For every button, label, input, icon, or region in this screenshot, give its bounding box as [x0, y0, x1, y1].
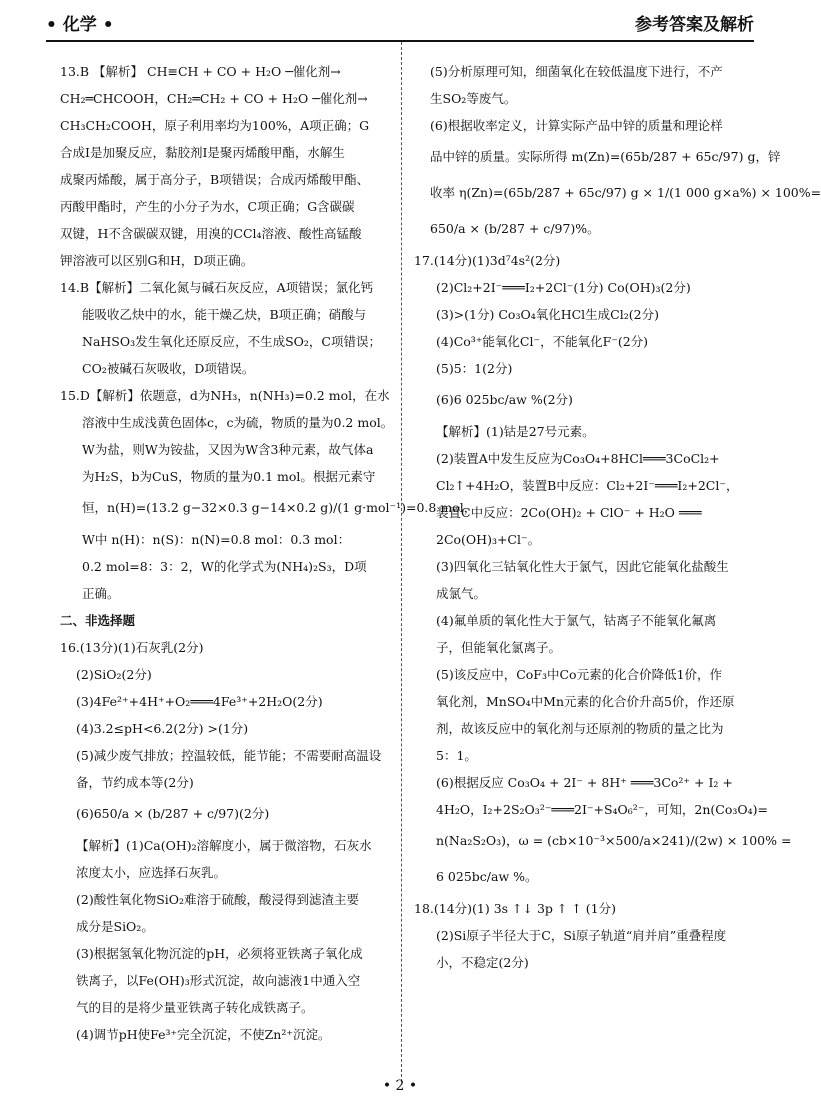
text-line: CO₂被碱石灰吸收，D项错误。: [82, 361, 255, 376]
text-line: (4)调节pH使Fe³⁺完全沉淀，不使Zn²⁺沉淀。: [76, 1027, 331, 1042]
text-line: 【解析】(1)钴是27号元素。: [436, 424, 595, 439]
text-line: 成氯气。: [436, 586, 487, 601]
text-line: 氧化剂，MnSO₄中Mn元素的化合价升高5价，作还原: [436, 694, 735, 709]
text-line: 15.D【解析】依题意，d为NH₃，n(NH₃)=0.2 mol，在水: [60, 388, 390, 403]
text-line: (2)Cl₂+2I⁻═══I₂+2Cl⁻(1分) Co(OH)₃(2分): [436, 280, 691, 295]
text-line: 650/a × (b/287 + c/97)%。: [430, 221, 600, 236]
text-line: (3)4Fe²⁺+4H⁺+O₂═══4Fe³⁺+2H₂O(2分): [76, 694, 323, 709]
text-line: W中 n(H)：n(S)：n(N)=0.8 mol：0.3 mol：: [82, 532, 351, 547]
text-line: (2)酸性氧化物SiO₂难溶于硫酸，酸浸得到滤渣主要: [76, 892, 360, 907]
text-line: (3)根据氢氧化物沉淀的pH，必须将亚铁离子氧化成: [76, 946, 363, 961]
text-line: (2)装置A中发生反应为Co₃O₄+8HCl═══3CoCl₂+: [436, 451, 720, 466]
text-line: CH₃CH₂COOH，原子利用率均为100%，A项正确；G: [60, 118, 370, 133]
text-line: 16.(13分)(1)石灰乳(2分): [60, 640, 204, 655]
page-number: • 2 •: [382, 1078, 418, 1094]
text-line: 铁离子，以Fe(OH)₃形式沉淀，故向滤液1中通入空: [76, 973, 361, 988]
text-line: (2)Si原子半径大于C，Si原子轨道“肩并肩”重叠程度: [436, 928, 727, 943]
text-line: 小，不稳定(2分): [436, 955, 529, 970]
text-line: 为H₂S，b为CuS，物质的量为0.1 mol。根据元素守: [82, 469, 376, 484]
text-line: (2)SiO₂(2分): [76, 667, 152, 682]
text-line: 0.2 mol=8：3：2，W的化学式为(NH₄)₂S₃，D项: [82, 559, 367, 574]
text-line: (5)减少废气排放；控温较低，能节能；不需要耐高温设: [76, 748, 382, 763]
text-line: 气的目的是将少量亚铁离子转化成铁离子。: [76, 1000, 314, 1015]
text-line: (3)>(1分) Co₃O₄氧化HCl生成Cl₂(2分): [436, 307, 659, 322]
text-line: 能吸收乙炔中的水，能干燥乙炔，B项正确；硝酸与: [82, 307, 367, 322]
text-line: 双键，H不含碳碳双键，用溴的CCl₄溶液、酸性高锰酸: [60, 226, 362, 241]
text-line: 浓度太小，应选择石灰乳。: [76, 865, 227, 880]
text-line: 13.B 【解析】 CH≡CH + CO + H₂O ─催化剂→: [60, 64, 341, 79]
text-line: 剂，故该反应中的氧化剂与还原剂的物质的量之比为: [436, 721, 724, 736]
text-line: (6)650/a × (b/287 + c/97)(2分): [76, 806, 270, 821]
text-line: 品中锌的质量。实际所得 m(Zn)=(65b/287 + 65c/97) g，锌: [430, 149, 781, 164]
text-line: Cl₂↑+4H₂O，装置B中反应：Cl₂+2I⁻═══I₂+2Cl⁻，: [436, 478, 739, 493]
text-line: (6)6 025bc/aw %(2分): [436, 392, 573, 407]
text-line: 恒，n(H)=(13.2 g−32×0.3 g−14×0.2 g)/(1 g·mol⁻¹)=0.8 mol，: [82, 500, 477, 515]
subject-header: • 化学 •: [46, 15, 114, 35]
text-line: CH₂═CHCOOH，CH₂═CH₂ + CO + H₂O ─催化剂→: [60, 91, 368, 106]
text-line: (6)根据反应 Co₃O₄ + 2I⁻ + 8H⁺ ═══3Co²⁺ + I₂ +: [436, 775, 733, 790]
text-line: 正确。: [82, 586, 120, 601]
text-line: 备，节约成本等(2分): [76, 775, 194, 790]
text-line: 溶液中生成浅黄色固体c，c为硫，物质的量为0.2 mol。: [82, 415, 394, 430]
text-line: 4H₂O，I₂+2S₂O₃²⁻═══2I⁻+S₄O₆²⁻，可知，2n(Co₃O₄)=: [436, 802, 769, 817]
text-line: 装置C中反应：2Co(OH)₂ + ClO⁻ + H₂O ═══: [436, 505, 702, 520]
column-divider: [401, 42, 402, 1082]
section-heading: 二、非选择题: [60, 613, 136, 628]
text-line: (6)根据收率定义，计算实际产品中锌的质量和理论样: [430, 118, 723, 133]
text-line: (4)3.2≤pH<6.2(2分) >(1分): [76, 721, 249, 736]
text-line: 【解析】(1)Ca(OH)₂溶解度小，属于微溶物，石灰水: [76, 838, 372, 853]
text-line: (5)该反应中，CoF₃中Co元素的化合价降低1价，作: [436, 667, 723, 682]
text-line: 钾溶液可以区别G和H，D项正确。: [60, 253, 254, 268]
text-line: (5)分析原理可知，细菌氧化在较低温度下进行，不产: [430, 64, 723, 79]
text-line: W为盐，则W为铵盐，又因为W含3种元素，故气体a: [82, 442, 374, 457]
text-line: 17.(14分)(1)3d⁷4s²(2分): [414, 253, 561, 268]
text-line: 收率 η(Zn)=(65b/287 + 65c/97) g × 1/(1 000 g×a%) × 100%=: [430, 185, 821, 200]
text-line: 成分是SiO₂。: [76, 919, 154, 934]
text-line: 子，但能氧化氯离子。: [436, 640, 562, 655]
text-line: (5)5：1(2分): [436, 361, 513, 376]
text-line: 丙酸甲酯时，产生的小分子为水，C项正确；G含碳碳: [60, 199, 355, 214]
text-line: 5：1。: [436, 748, 477, 763]
text-line: (4)氟单质的氧化性大于氯气，钴离子不能氧化氟离: [436, 613, 717, 628]
text-line: NaHSO₃发生氧化还原反应，不生成SO₂，C项错误；: [82, 334, 381, 349]
text-line: (3)四氧化三钴氧化性大于氯气，因此它能氧化盐酸生: [436, 559, 729, 574]
text-line: 6 025bc/aw %。: [436, 869, 538, 884]
text-line: 2Co(OH)₃+Cl⁻。: [436, 532, 541, 547]
header-rule: [46, 40, 754, 42]
text-line: 生SO₂等废气。: [430, 91, 517, 106]
text-line: 14.B【解析】二氧化氮与碱石灰反应，A项错误；氯化钙: [60, 280, 374, 295]
text-line: 成聚丙烯酸，属于高分子，B项错误；合成丙烯酸甲酯、: [60, 172, 370, 187]
text-line: 合成Ⅰ是加聚反应，黏胶剂Ⅰ是聚丙烯酸甲酯，水解生: [60, 145, 345, 160]
answer-key-header: 参考答案及解析: [635, 15, 754, 35]
text-line: 18.(14分)(1) 3s ↑↓ 3p ↑ ↑ (1分): [414, 901, 617, 916]
text-line: (4)Co³⁺能氧化Cl⁻，不能氧化F⁻(2分): [436, 334, 649, 349]
text-line: n(Na₂S₂O₃)，ω = (cb×10⁻³×500/a×241)/(2w) × 100% =: [436, 833, 792, 848]
right-column: [414, 58, 821, 976]
